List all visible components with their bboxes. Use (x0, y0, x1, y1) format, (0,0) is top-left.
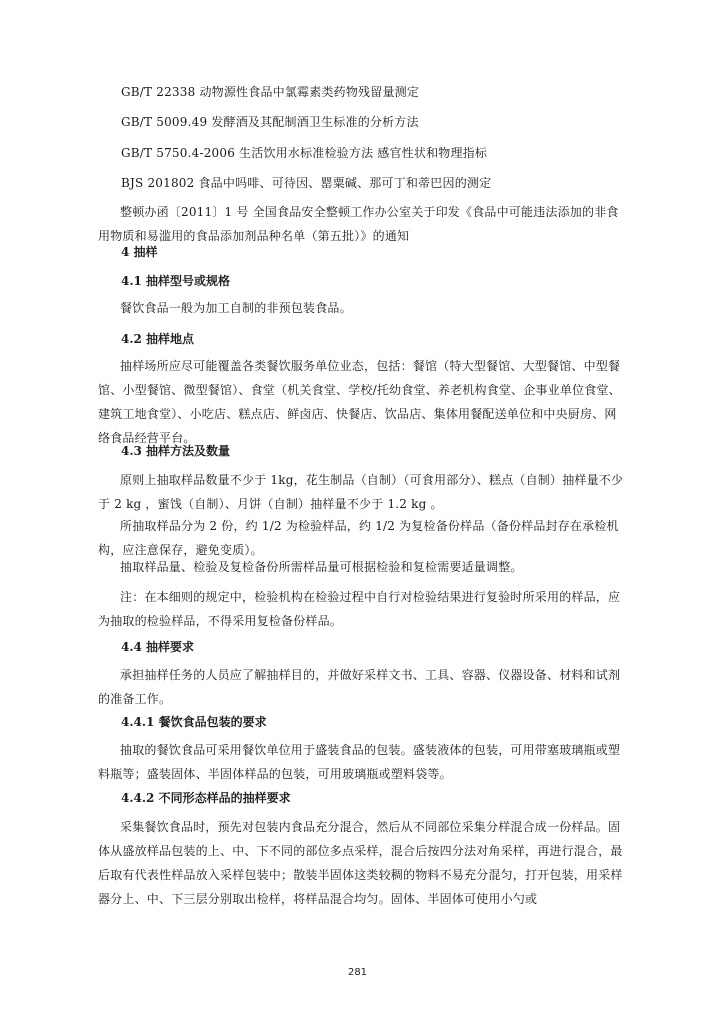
section-4-1-text: 餐饮食品一般为加工自制的非预包装食品。 (120, 301, 352, 315)
reference-gbt-5750-4: GB/T 5750.4-2006 生活饮用水标准检验方法 感官性状和物理指标 (121, 146, 488, 160)
reference-bjs-201802: BJS 201802 食品中吗啡、可待因、罂粟碱、那可丁和蒂巴因的测定 (121, 176, 492, 190)
reference-gbt-22338: GB/T 22338 动物源性食品中氯霉素类药物残留量测定 (121, 85, 420, 99)
section-4-4-text: 承担抽样任务的人员应了解抽样目的，并做好采样文书、工具、容器、仪器设备、材料和试剂的准备工作。 (98, 668, 621, 706)
section-4-4-2-heading: 4.4.2 不同形态样品的抽样要求 (121, 791, 291, 805)
section-4-heading: 4 抽样 (121, 245, 158, 259)
section-4-1-heading: 4.1 抽样型号或规格 (121, 274, 231, 288)
section-4-3-note: 注：在本细则的规定中，检验机构在检验过程中自行对检验结果进行复验时所采用的样品，应为抽取的检验样品，不得采用复检备份样品。 (98, 590, 621, 628)
reference-gbt-5009-49: GB/T 5009.49 发酵酒及其配制酒卫生标准的分析方法 (121, 115, 419, 129)
section-4-3-heading: 4.3 抽样方法及数量 (121, 444, 231, 458)
section-4-2-heading: 4.2 抽样地点 (121, 332, 195, 346)
section-4-3-paragraph-2: 所抽取样品分为 2 份，约 1/2 为检验样品，约 1/2 为复检备份样品（备份样品封存在承检机构，应注意保存，避免变质）。 (98, 519, 619, 557)
notice-paragraph: 整顿办函〔2011〕1 号 全国食品安全整顿工作办公室关于印发《食品中可能违法添加的非食用物质和易滥用的食品添加剂品种名单（第五批）》的通知 (98, 205, 619, 243)
page-number: 281 (347, 967, 368, 978)
section-4-3-paragraph-1: 原则上抽取样品数量不少于 1kg，花生制品（自制）（可食用部分）、糕点（自制）抽样量不少于 2 kg ，蜜饯（自制）、月饼（自制）抽样量不少于 1.2 kg 。 (98, 473, 624, 511)
section-4-4-heading: 4.4 抽样要求 (121, 640, 195, 654)
section-4-4-1-text: 抽取的餐饮食品可采用餐饮单位用于盛装食品的包装。盛装液体的包装，可用带塞玻璃瓶或塑料瓶等；盛装固体、半固体样品的包装，可用玻璃瓶或塑料袋等。 (98, 743, 621, 781)
section-4-4-1-heading: 4.4.1 餐饮食品包装的要求 (121, 715, 267, 729)
section-4-2-text: 抽样场所应尽可能覆盖各类餐饮服务单位业态，包括：餐馆（特大型餐馆、大型餐馆、中型餐馆、小型餐馆、微型餐馆）、食堂（机关食堂、学校/托幼食堂、养老机构食堂、企事业单位食堂、建筑工地食堂）、小吃店、糕点店、鲜卤店、快餐店、饮品店、集体用餐配送单位和中央厨房、网络食品经营平台。 (98, 359, 621, 445)
section-4-3-paragraph-3: 抽取样品量、检验及复检备份所需样品量可根据检验和复检需要适量调整。 (120, 560, 523, 574)
section-4-4-2-text: 采集餐饮食品时，预先对包装内食品充分混合，然后从不同部位采集分样混合成一份样品。固体从盛放样品包装的上、中、下不同的部位多点采样，混合后按四分法对角采样，再进行混合，最后取有代表性样品放入采样包装中；散装半固体这类较稠的物料不易充分混匀，打开包装，用采样器分上、中、下三层分别取出检样，将样品混合均匀。固体、半固体可使用小勺或 (98, 820, 623, 906)
